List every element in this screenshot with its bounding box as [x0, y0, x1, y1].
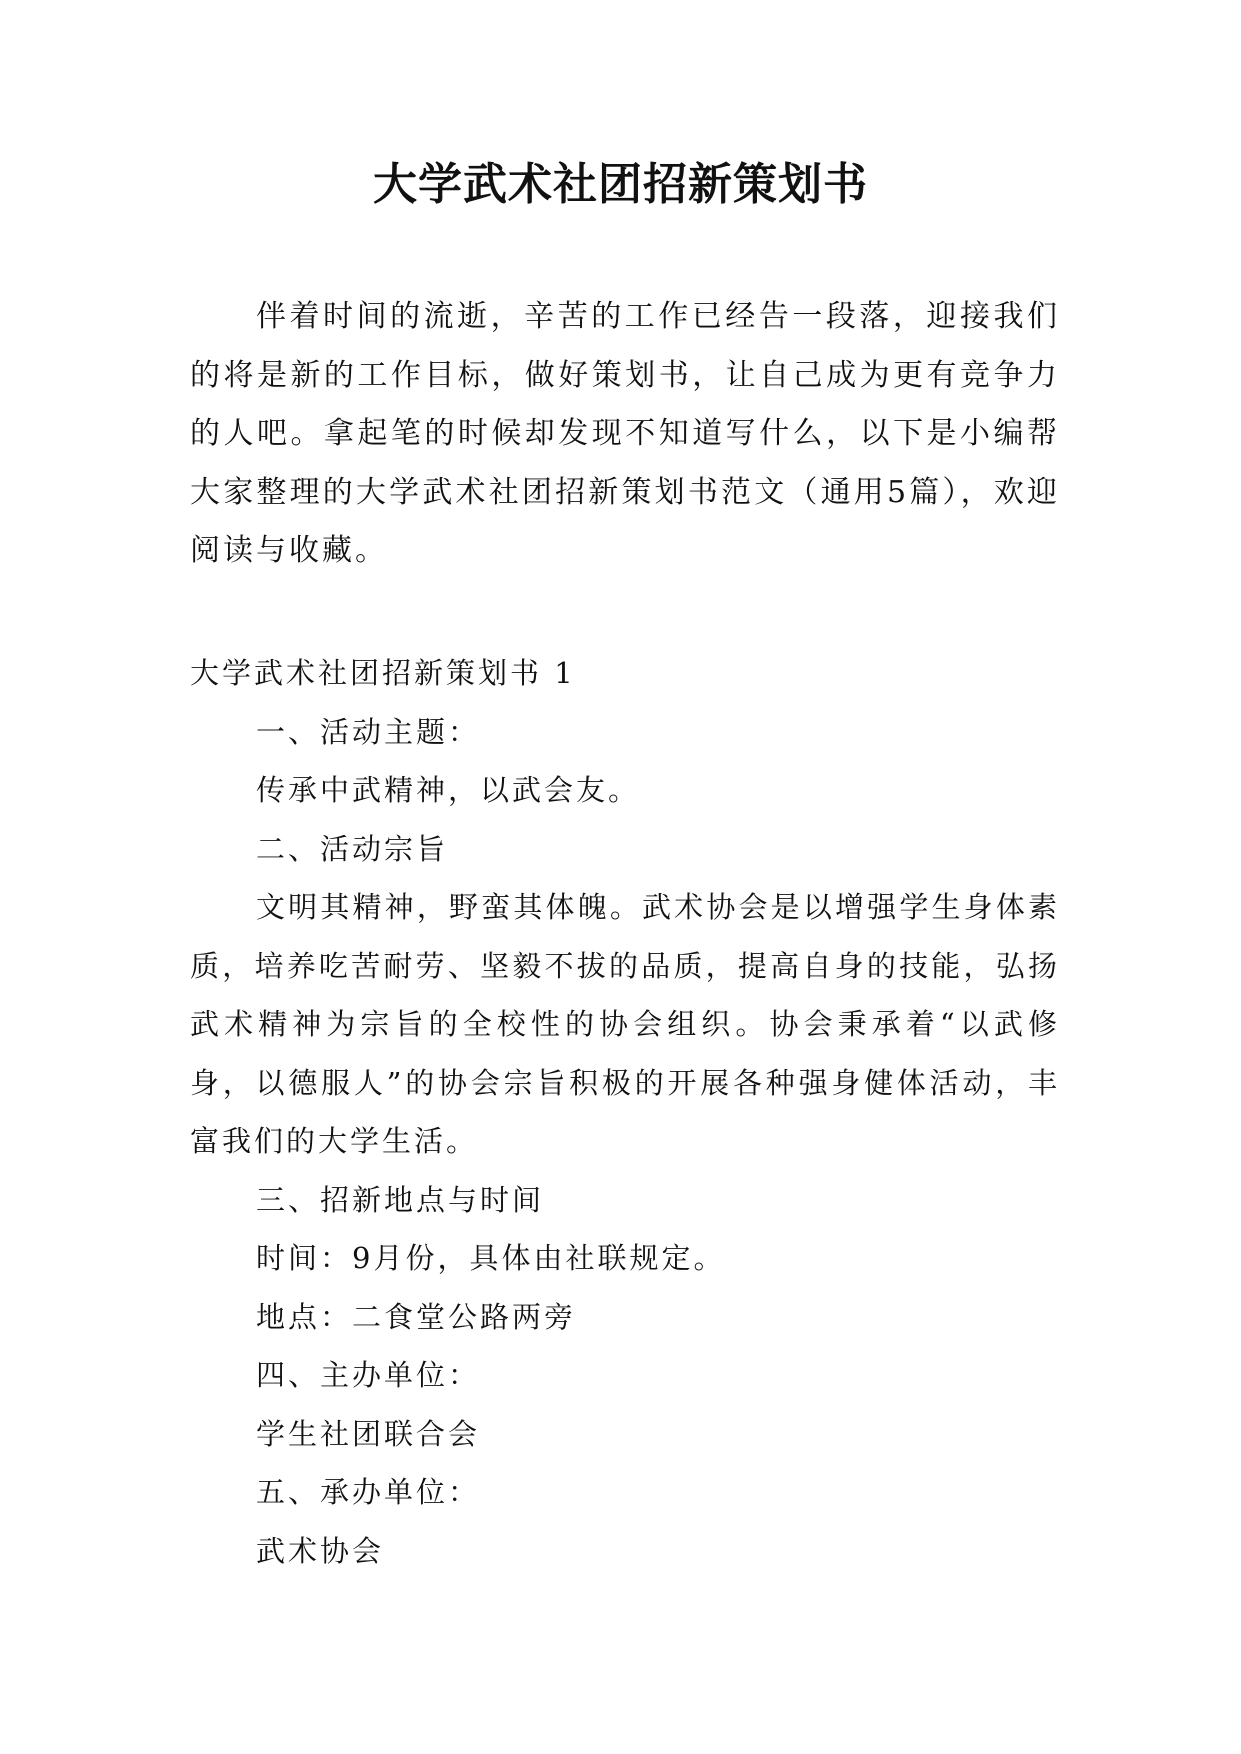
paragraph-host: 武术协会: [256, 1533, 385, 1568]
heading-organizer: 四、主办单位：: [256, 1358, 481, 1392]
heading-place-time: 三、招新地点与时间: [256, 1182, 545, 1217]
paragraph-place: 地点：二食堂公路两旁: [256, 1299, 577, 1334]
paragraph-time: 时间：9月份，具体由社联规定。: [256, 1241, 726, 1275]
paragraph-activity-purpose: 文明其精神，野蛮其体魄。武术协会是以增强学生身体素质，培养吃苦耐劳、坚毅不拔的品质，提高自身的技能，弘扬武术精神为宗旨的全校性的协会组织。协会秉承着“以武修身，以德服人”的协会宗旨积极的开展各种强身健体活动，丰富我们的大学生活。: [190, 890, 1060, 1158]
paragraph-activity-theme: 传承中武精神，以武会友。: [256, 773, 641, 807]
document-body: [190, 644, 1060, 1580]
paragraph-organizer: 学生社团联合会: [256, 1416, 481, 1451]
intro-paragraph: 伴着时间的流逝，辛苦的工作已经告一段落，迎接我们的将是新的工作目标，做好策划书，让自己成为更有竞争力的人吧。拿起笔的时候却发现不知道写什么，以下是小编帮大家整理的大学武术社团招新策划书范文（通用5篇），欢迎阅读与收藏。: [190, 299, 1060, 568]
heading-host: 五、承办单位：: [256, 1475, 481, 1509]
heading-activity-theme: 一、活动主题：: [256, 714, 481, 749]
heading-activity-purpose: 二、活动宗旨: [256, 831, 449, 866]
document-title: 大学武术社团招新策划书: [373, 159, 868, 210]
section-title: 大学武术社团招新策划书 1: [190, 656, 576, 690]
